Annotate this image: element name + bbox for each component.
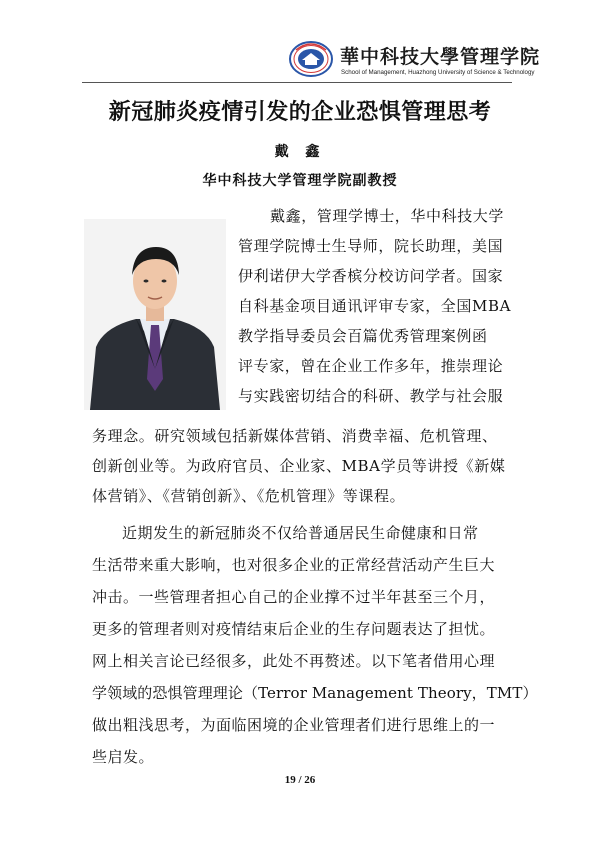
paragraph-line: 学领域的恐惧管理理论（Terror Management Theory，TMT）: [92, 684, 538, 702]
page-header: [0, 0, 600, 90]
school-name-logo: 華中科技大學管理学院: [340, 46, 541, 68]
paragraph-line: 冲击。一些管理者担心自己的企业撑不过半年甚至三个月，: [92, 588, 496, 606]
bio-line: 体营销》、《营销创新》、《危机管理》等课程。: [92, 487, 406, 505]
bio-line: 务理念。研究领域包括新媒体营销、消费幸福、危机管理、: [92, 427, 498, 445]
header-divider: [82, 82, 512, 83]
paragraph-line: 网上相关言论已经很多，此处不再赘述。以下笔者借用心理: [92, 652, 496, 670]
bio-line: 管理学院博士生导师，院长助理，美国: [238, 237, 504, 255]
article-title: 新冠肺炎疫情引发的企业恐惧管理思考: [108, 99, 492, 125]
bio-line: 教学指导委员会百篇优秀管理案例函: [238, 327, 488, 345]
paragraph-line: 生活带来重大影响，也对很多企业的正常经营活动产生巨大: [92, 556, 496, 574]
university-emblem-icon: [288, 40, 334, 78]
paragraph-line: 更多的管理者则对疫情结束后企业的生存问题表达了担忧。: [92, 620, 496, 638]
bio-line: 创新创业等。为政府官员、企业家、MBA学员等讲授《新媒: [92, 457, 506, 475]
bio-line: 自科基金项目通讯评审专家，全国MBA: [238, 297, 512, 315]
school-name-english: School of Management, Huazhong University of Science & Technology: [341, 69, 535, 76]
paragraph-line: 做出粗浅思考，为面临困境的企业管理者们进行思维上的一: [92, 716, 496, 734]
bio-line: 伊利诺伊大学香槟分校访问学者。国家: [238, 267, 504, 285]
paragraph-line: 近期发生的新冠肺炎不仅给普通居民生命健康和日常: [122, 524, 479, 542]
author-photo: [84, 219, 226, 410]
page-number: 19 / 26: [284, 774, 316, 786]
author-affiliation: 华中科技大学管理学院副教授: [202, 173, 398, 189]
bio-line: 戴鑫，管理学博士，华中科技大学: [270, 207, 505, 225]
bio-line: 与实践密切结合的科研、教学与社会服: [238, 387, 504, 405]
paragraph-line: 些启发。: [92, 748, 155, 766]
author-name: 戴 鑫: [274, 144, 326, 160]
bio-line: 评专家，曾在企业工作多年，推崇理论: [238, 357, 504, 375]
